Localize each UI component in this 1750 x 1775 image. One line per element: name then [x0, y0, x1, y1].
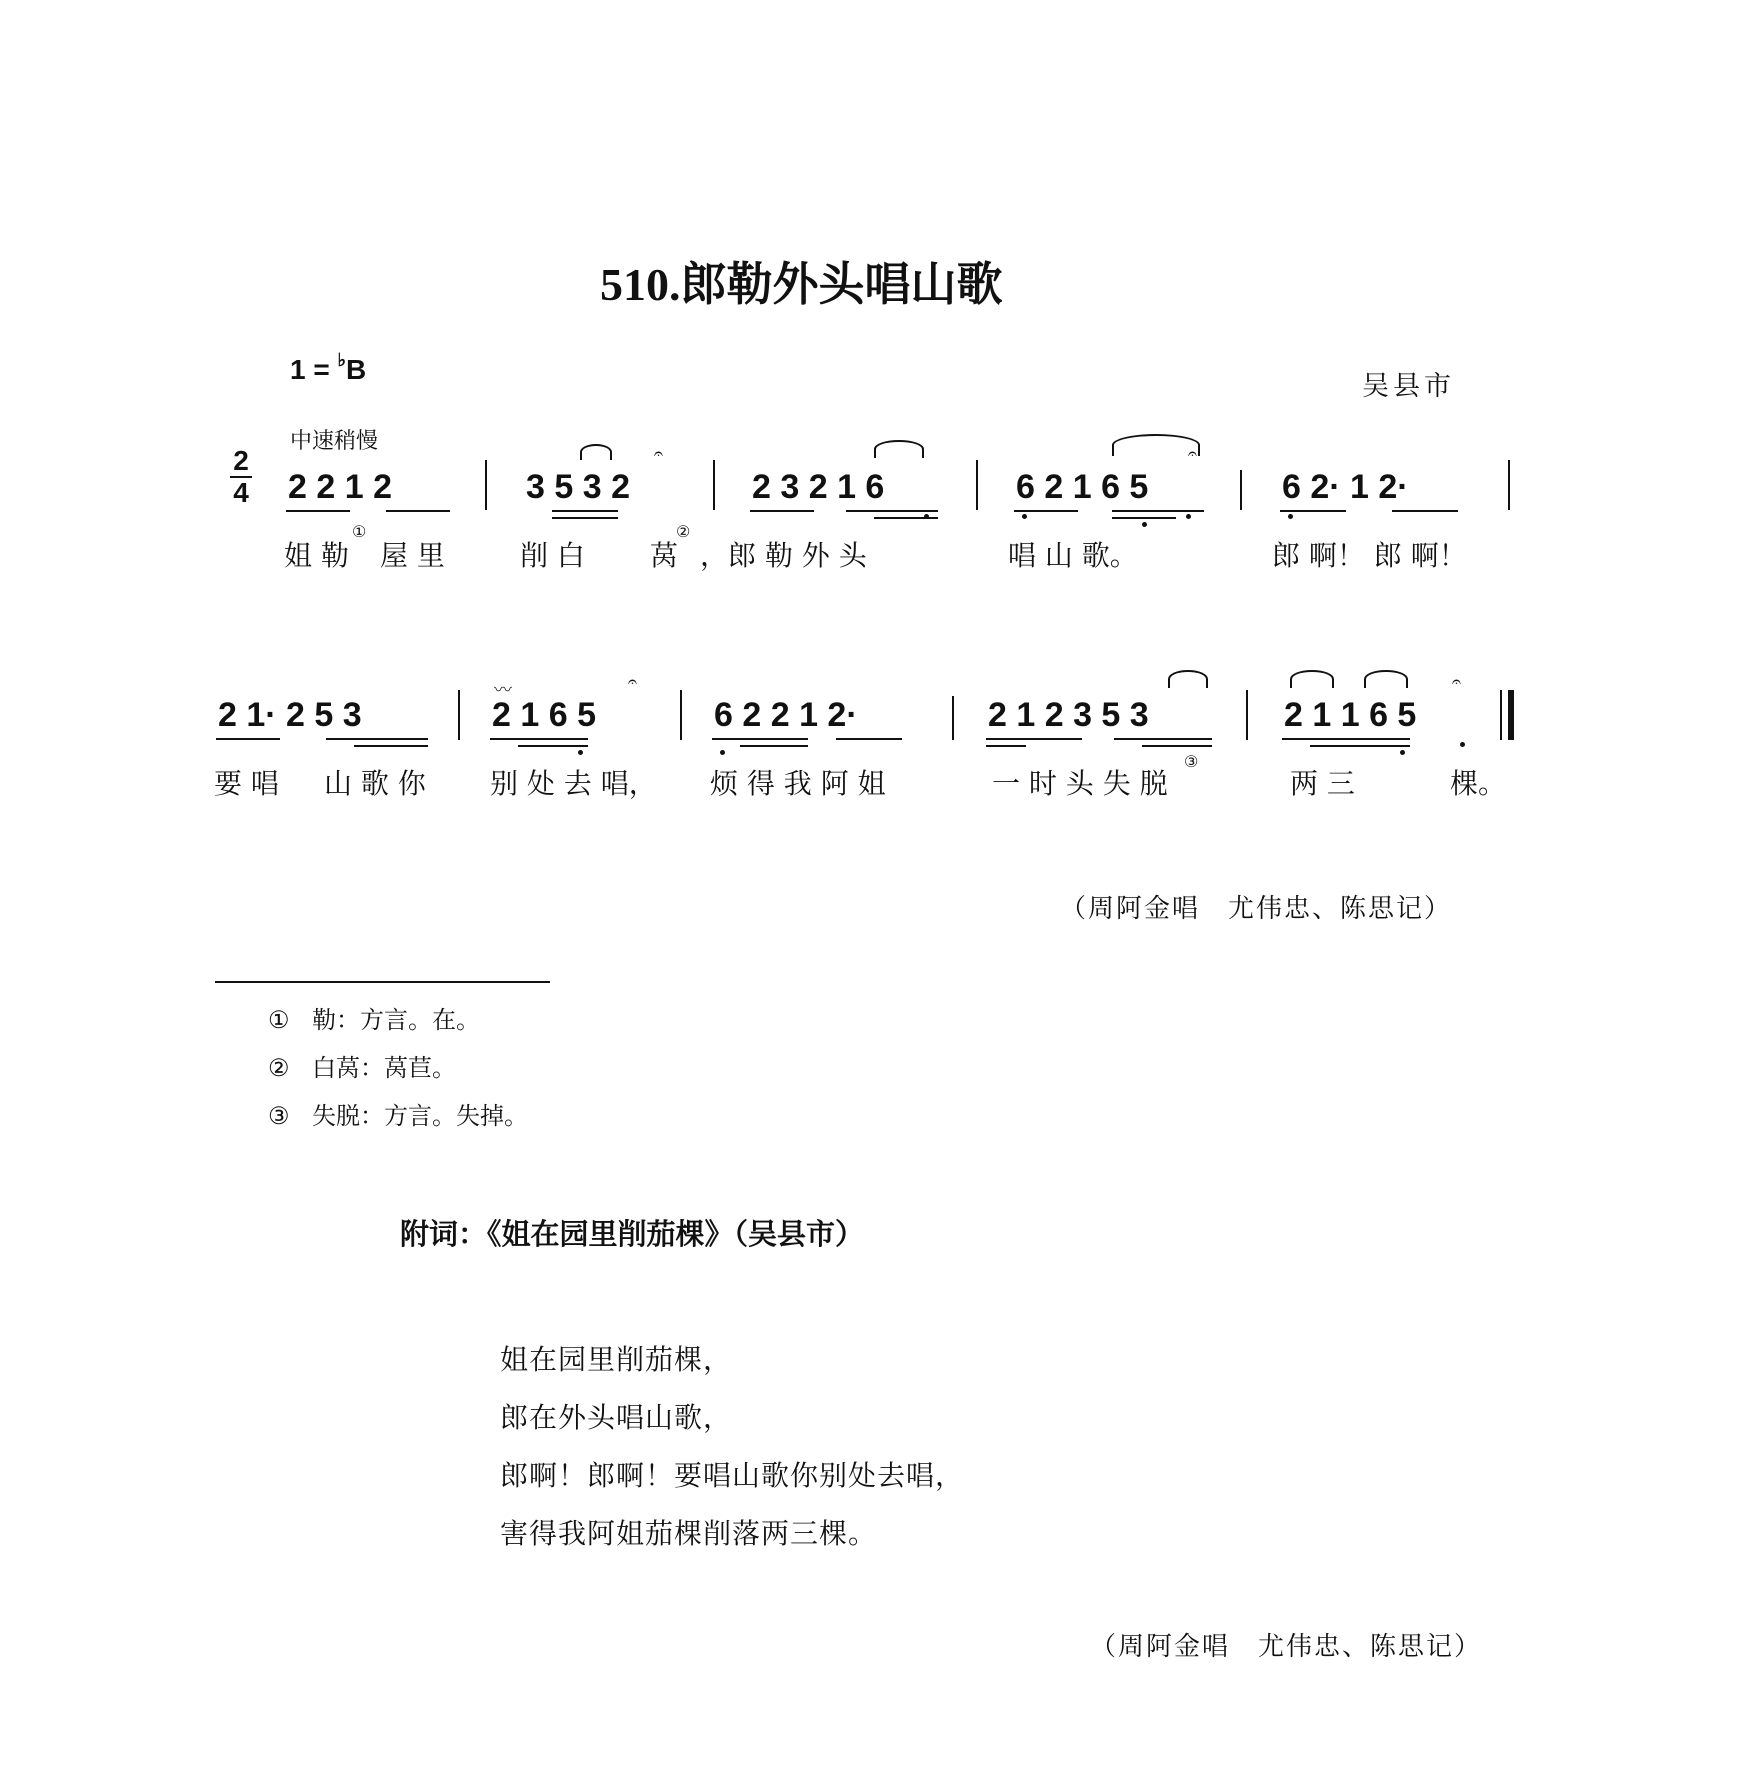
underline: [354, 745, 428, 747]
barline: [713, 460, 715, 510]
barline: [458, 690, 460, 740]
low-octave-dot: [1400, 750, 1405, 755]
slur: [1168, 670, 1208, 688]
measure-1-1: 2 2 1 2: [288, 468, 392, 506]
time-signature-top: 2: [233, 445, 249, 476]
lyric: 一 时 头 失 脱: [992, 767, 1168, 800]
fermata-icon: 𝄐: [1452, 672, 1461, 691]
slur: [580, 444, 612, 460]
key-prefix: 1 =: [290, 354, 330, 385]
footnote-divider: [215, 981, 550, 983]
barline: [485, 460, 487, 510]
footnote-mark: ②: [268, 1054, 290, 1082]
measure-2-5: 2 1 1 6 5: [1284, 696, 1417, 734]
measure-1-3: 2 3 2 1 6: [752, 468, 885, 506]
lyric: 屋 里: [380, 539, 445, 572]
fermata-icon: 𝄐: [654, 444, 663, 463]
underline: [1310, 745, 1410, 747]
underline: [1282, 738, 1410, 740]
key-note: B: [345, 354, 367, 385]
lyric: 棵。: [1450, 767, 1507, 800]
measure-2-1: 2 1· 2 5 3: [218, 696, 362, 734]
footnote-3: [268, 1096, 528, 1131]
low-octave-dot: [1022, 514, 1027, 519]
low-octave-dot: [1186, 514, 1191, 519]
lyric: 郎 啊！ 郎 啊！: [1272, 539, 1467, 572]
footnote-text: 白莴：莴苣。: [312, 1054, 456, 1082]
lyric: ，郎 勒 外 头: [700, 539, 867, 572]
lyric: 要 唱: [214, 767, 279, 800]
song-number: 510.: [600, 259, 681, 310]
footnote-text: 失脱：方言。失掉。: [312, 1102, 528, 1130]
trill-icon: 〰: [494, 680, 512, 701]
lyric: 唱 山 歌。: [1008, 539, 1138, 572]
lyric: 削 白: [520, 539, 585, 572]
measure-1-4: 6 2 1 6 5: [1016, 468, 1149, 506]
poem-line-1: 姐在园里削茄棵，: [500, 1343, 733, 1376]
poem-line-3: 郎啊！郎啊！要唱山歌你别处去唱，: [500, 1459, 965, 1492]
slur: [1364, 670, 1408, 688]
underline: [1142, 745, 1212, 747]
barline: [1246, 690, 1248, 740]
underline: [986, 738, 1082, 740]
lyric: 两 三: [1290, 767, 1355, 800]
region-label: 吴县市: [1362, 371, 1455, 402]
footnote-ref-1: ①: [352, 522, 367, 541]
underline: [386, 510, 450, 512]
low-octave-dot: [578, 750, 583, 755]
low-octave-dot: [1142, 522, 1147, 527]
measure-1-5: 6 2· 1 2·: [1282, 468, 1409, 506]
performer-credit-2: （周阿金唱 尤伟忠、陈思记）: [1090, 1632, 1483, 1662]
underline: [1114, 738, 1212, 740]
final-barline-thin: [1500, 690, 1502, 740]
barline: [952, 696, 954, 740]
song-title: [600, 248, 1003, 314]
underline: [836, 738, 902, 740]
key-signature: [290, 350, 367, 386]
barline: [1508, 460, 1510, 510]
footnote-text: 勒：方言。在。: [312, 1006, 480, 1034]
underline: [286, 510, 350, 512]
measure-2-2: 2 1 6 5: [492, 696, 596, 734]
underline: [1392, 510, 1458, 512]
slur: [874, 440, 924, 458]
underline: [326, 738, 428, 740]
poem-line-2: 郎在外头唱山歌，: [500, 1401, 733, 1434]
low-octave-dot: [720, 750, 725, 755]
appendix-title: 附词：《姐在园里削茄棵》（吴县市）: [400, 1217, 865, 1251]
measure-2-4: 2 1 2 3 5 3: [988, 696, 1149, 734]
underline: [552, 510, 618, 512]
footnote-mark: ①: [268, 1006, 290, 1034]
flat-sign: ♭: [337, 350, 346, 370]
time-signature: [230, 446, 252, 508]
footnote-2: [268, 1048, 456, 1083]
underline: [1280, 510, 1346, 512]
low-octave-dot: [1288, 514, 1293, 519]
footnote-ref-2: ②: [676, 522, 691, 541]
underline: [712, 738, 808, 740]
lyric: 姐 勒: [284, 539, 349, 572]
lyric: 山 歌 你: [324, 767, 426, 800]
lyric: 别 处 去 唱，: [490, 767, 657, 800]
footnote-ref-3: ③: [1184, 752, 1199, 771]
performer-credit: （周阿金唱 尤伟忠、陈思记）: [1060, 894, 1453, 924]
barline: [680, 690, 682, 740]
underline: [750, 510, 814, 512]
fermata-icon: 𝄐: [628, 672, 637, 691]
measure-2-3: 6 2 2 1 2·: [714, 696, 858, 734]
underline: [552, 517, 618, 519]
footnote-mark: ③: [268, 1102, 290, 1130]
underline: [740, 745, 808, 747]
underline: [1112, 510, 1204, 512]
poem-line-4: 害得我阿姐茄棵削落两三棵。: [500, 1517, 878, 1550]
barline: [1240, 470, 1242, 510]
underline: [490, 738, 588, 740]
time-signature-bottom: 4: [230, 476, 252, 508]
low-octave-dot: [1460, 742, 1465, 747]
slur: [1290, 670, 1334, 688]
underline: [216, 738, 280, 740]
fermata-icon: 𝄐: [1188, 444, 1197, 463]
low-octave-dot: [924, 514, 929, 519]
underline: [1014, 510, 1078, 512]
footnote-1: [268, 1000, 480, 1035]
lyric: 烦 得 我 阿 姐: [710, 767, 886, 800]
underline: [1112, 517, 1176, 519]
song-title-text: 郎勒外头唱山歌: [680, 257, 1003, 311]
underline: [518, 745, 588, 747]
underline: [986, 745, 1026, 747]
barline: [976, 460, 978, 510]
tempo-marking: 中速稍慢: [290, 429, 379, 454]
final-barline-thick: [1508, 690, 1514, 740]
underline: [846, 510, 938, 512]
slur: [1112, 434, 1200, 456]
measure-1-2: 3 5 3 2: [526, 468, 630, 506]
lyric: 莴: [650, 539, 679, 572]
